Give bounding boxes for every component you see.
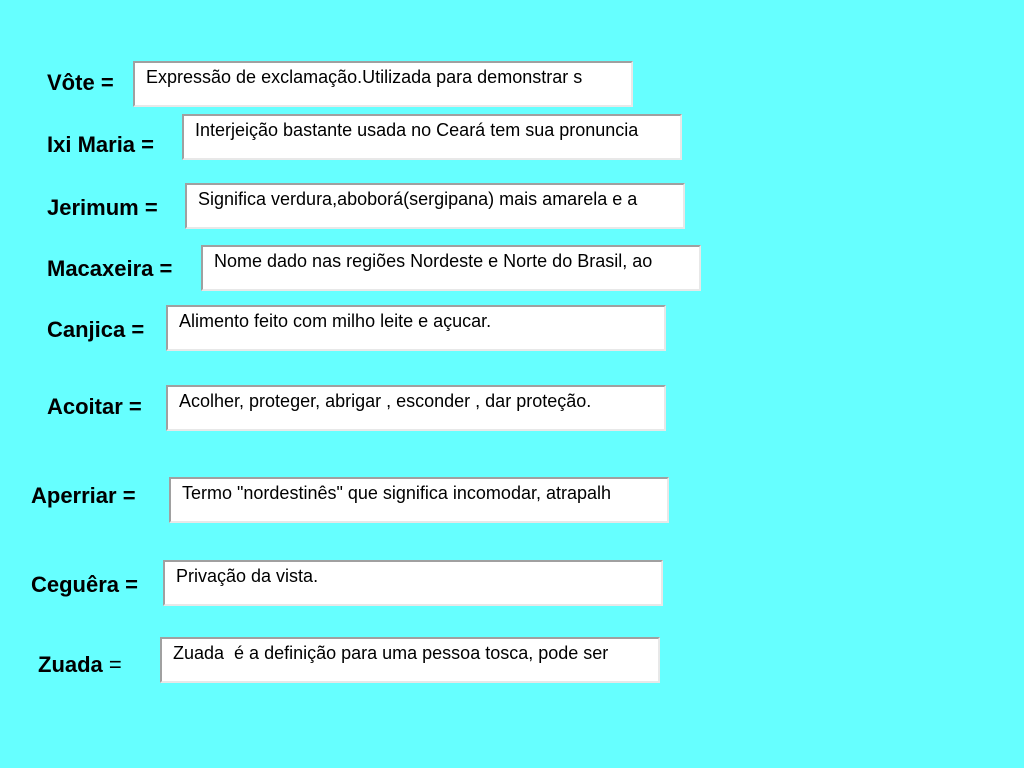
term-label-ixi-maria (47, 134, 154, 156)
term-name: Aperriar (31, 483, 117, 508)
definition-field-acoitar[interactable] (166, 385, 666, 431)
term-name: Macaxeira (47, 256, 154, 281)
definition-text: Alimento feito com milho leite e açucar. (179, 311, 492, 331)
term-label-macaxeira (47, 258, 172, 280)
term-name: Ceguêra (31, 572, 120, 597)
definition-text: Interjeição bastante usada no Ceará tem sua pronuncia (195, 120, 639, 140)
definition-text: Zuada é a definição para uma pessoa tosca, pode ser (173, 643, 609, 663)
definition-field-zuada[interactable] (160, 637, 660, 683)
term-name: Ixi Maria (47, 132, 136, 157)
definition-field-canjica[interactable] (166, 305, 666, 351)
term-label-jerimum (47, 197, 158, 219)
definition-field-vote[interactable] (133, 61, 633, 107)
equals-sign: = (108, 652, 122, 677)
definition-text: Termo "nordestinês" que significa incomodar, atrapalh (182, 483, 612, 503)
equals-sign: = (100, 70, 114, 95)
definition-text: Significa verdura,aboborá(sergipana) mais amarela e a (198, 189, 638, 209)
equals-sign: = (144, 195, 158, 220)
definition-field-ceguera[interactable] (163, 560, 663, 606)
equals-sign: = (122, 483, 136, 508)
term-label-aperriar (31, 485, 136, 507)
definition-field-macaxeira[interactable] (201, 245, 701, 291)
equals-sign: = (141, 132, 155, 157)
equals-sign: = (131, 317, 145, 342)
term-label-zuada (38, 654, 122, 676)
term-name: Jerimum (47, 195, 139, 220)
term-label-canjica (47, 319, 144, 341)
equals-sign: = (125, 572, 139, 597)
definition-text: Expressão de exclamação.Utilizada para demonstrar s (146, 67, 583, 87)
term-label-ceguera (31, 574, 138, 596)
definition-text: Acolher, proteger, abrigar , esconder , dar proteção. (179, 391, 592, 411)
definition-text: Nome dado nas regiões Nordeste e Norte do Brasil, ao (214, 251, 653, 271)
term-name: Vôte (47, 70, 95, 95)
definition-field-aperriar[interactable] (169, 477, 669, 523)
definition-field-ixi-maria[interactable] (182, 114, 682, 160)
definition-text: Privação da vista. (176, 566, 319, 586)
term-name: Acoitar (47, 394, 123, 419)
term-name: Zuada (38, 652, 103, 677)
definition-field-jerimum[interactable] (185, 183, 685, 229)
term-label-acoitar (47, 396, 142, 418)
equals-sign: = (128, 394, 142, 419)
term-name: Canjica (47, 317, 126, 342)
equals-sign: = (159, 256, 173, 281)
term-label-vote (47, 72, 114, 94)
